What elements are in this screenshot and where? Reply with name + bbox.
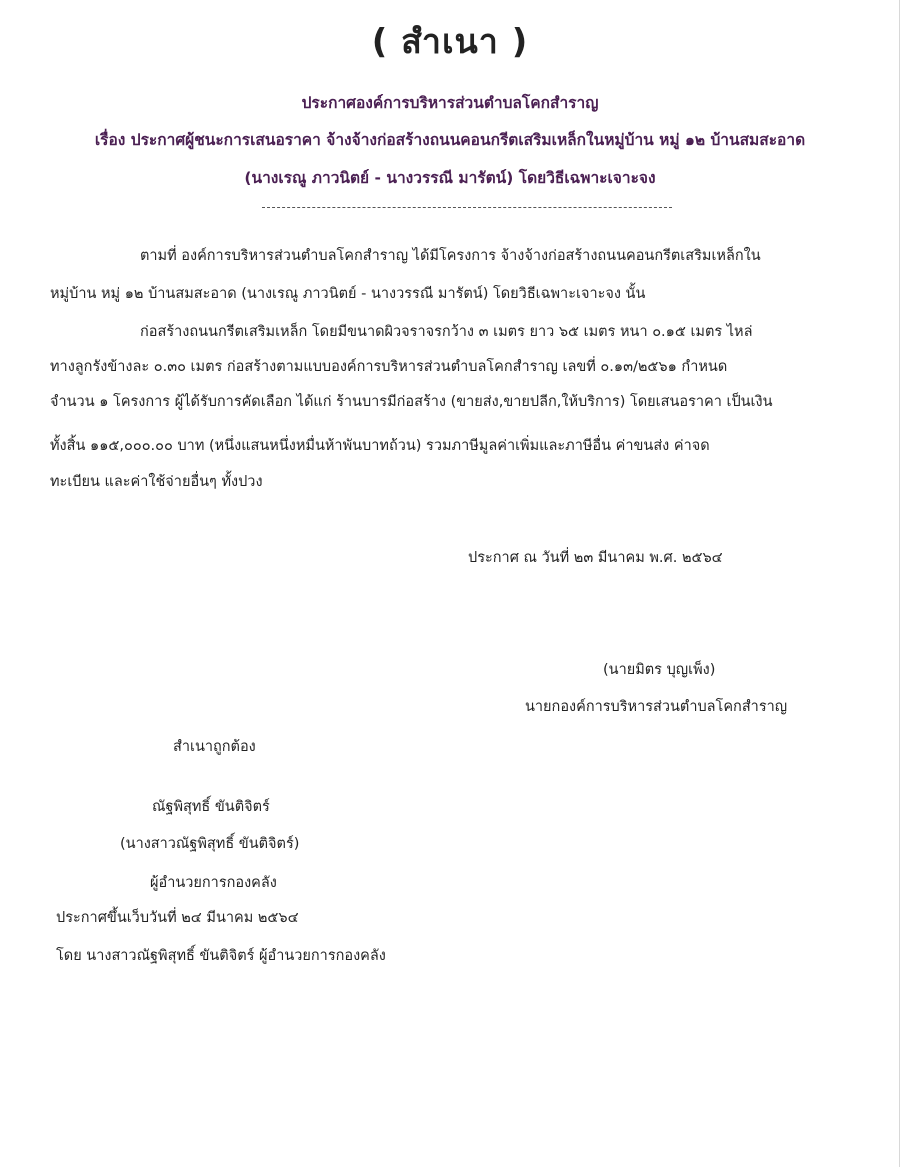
announcement-subject: เรื่อง ประกาศผู้ชนะการเสนอราคา จ้างจ้างก่อสร้างถนนคอนกรีตเสริมเหล็กในหมู่บ้าน หมู่ ๑๒ บ้านสมสะอาด xyxy=(94,131,806,149)
certifier-name: (นางสาวณัฐพิสุทธิ์ ขันติจิตร์) xyxy=(120,836,300,852)
body-line-2: หมู่บ้าน หมู่ ๑๒ บ้านสมสะอาด (นางเรณู ภาวนิตย์ - นางวรรณี มารัตน์) โดยวิธีเฉพาะเจาะจง นั้น xyxy=(50,286,646,302)
body-line-1: ตามที่ องค์การบริหารส่วนตำบลโคกสำราญ ได้มีโครงการ จ้างจ้างก่อสร้างถนนคอนกรีตเสริมเหล็กใน xyxy=(140,248,761,264)
body-line-5: จำนวน ๑ โครงการ ผู้ได้รับการคัดเลือก ได้แก่ ร้านบารมีก่อสร้าง (ขายส่ง,ขายปลีก,ให้บริการ) โดยเสนอราคา เป็นเงิน xyxy=(50,394,773,410)
signer-title: นายกองค์การบริหารส่วนตำบลโคกสำราญ xyxy=(525,699,788,715)
certified-copy-label: สำเนาถูกต้อง xyxy=(173,739,256,755)
separator-dashes xyxy=(262,207,672,218)
body-line-4: ทางลูกรังข้างละ ๐.๓๐ เมตร ก่อสร้างตามแบบองค์การบริหารส่วนตำบลโคกสำราญ เลขที่ ๐.๑๓/๒๕๖๑ กำหนด xyxy=(50,359,728,375)
signer-name: (นายมิตร บุญเพ็ง) xyxy=(603,662,716,678)
certifier-position: ผู้อำนวยการกองคลัง xyxy=(150,875,277,891)
web-posted-date: ประกาศขึ้นเว็บวันที่ ๒๔ มีนาคม ๒๕๖๔ xyxy=(56,910,299,926)
certifier-signature: ณัฐพิสุทธิ์ ขันติจิตร์ xyxy=(152,799,270,815)
announce-date: ประกาศ ณ วันที่ ๒๓ มีนาคม พ.ศ. ๒๕๖๔ xyxy=(468,550,723,566)
web-posted-by: โดย นางสาวณัฐพิสุทธิ์ ขันติจิตร์ ผู้อำนวยการกองคลัง xyxy=(56,948,386,964)
body-line-7: ทะเบียน และค่าใช้จ่ายอื่นๆ ทั้งปวง xyxy=(50,474,263,490)
body-line-3: ก่อสร้างถนนกรีตเสริมเหล็ก โดยมีขนาดผิวจราจรกว้าง ๓ เมตร ยาว ๖๕ เมตร หนา ๐.๑๕ เมตร ไหล่ xyxy=(140,324,753,340)
announcement-subject-continued: (นางเรณู ภาวนิตย์ - นางวรรณี มารัตน์) โดยวิธีเฉพาะเจาะจง xyxy=(244,169,656,187)
copy-mark-title: ( สำเนา ) xyxy=(371,22,529,62)
body-line-6: ทั้งสิ้น ๑๑๕,๐๐๐.๐๐ บาท (หนึ่งแสนหนึ่งหมื่นห้าพันบาทถ้วน) รวมภาษีมูลค่าเพิ่มและภาษีอื่น ค่าขนส่ง ค่าจด xyxy=(50,438,710,454)
announcement-org-heading: ประกาศองค์การบริหารส่วนตำบลโคกสำราญ xyxy=(301,94,599,112)
